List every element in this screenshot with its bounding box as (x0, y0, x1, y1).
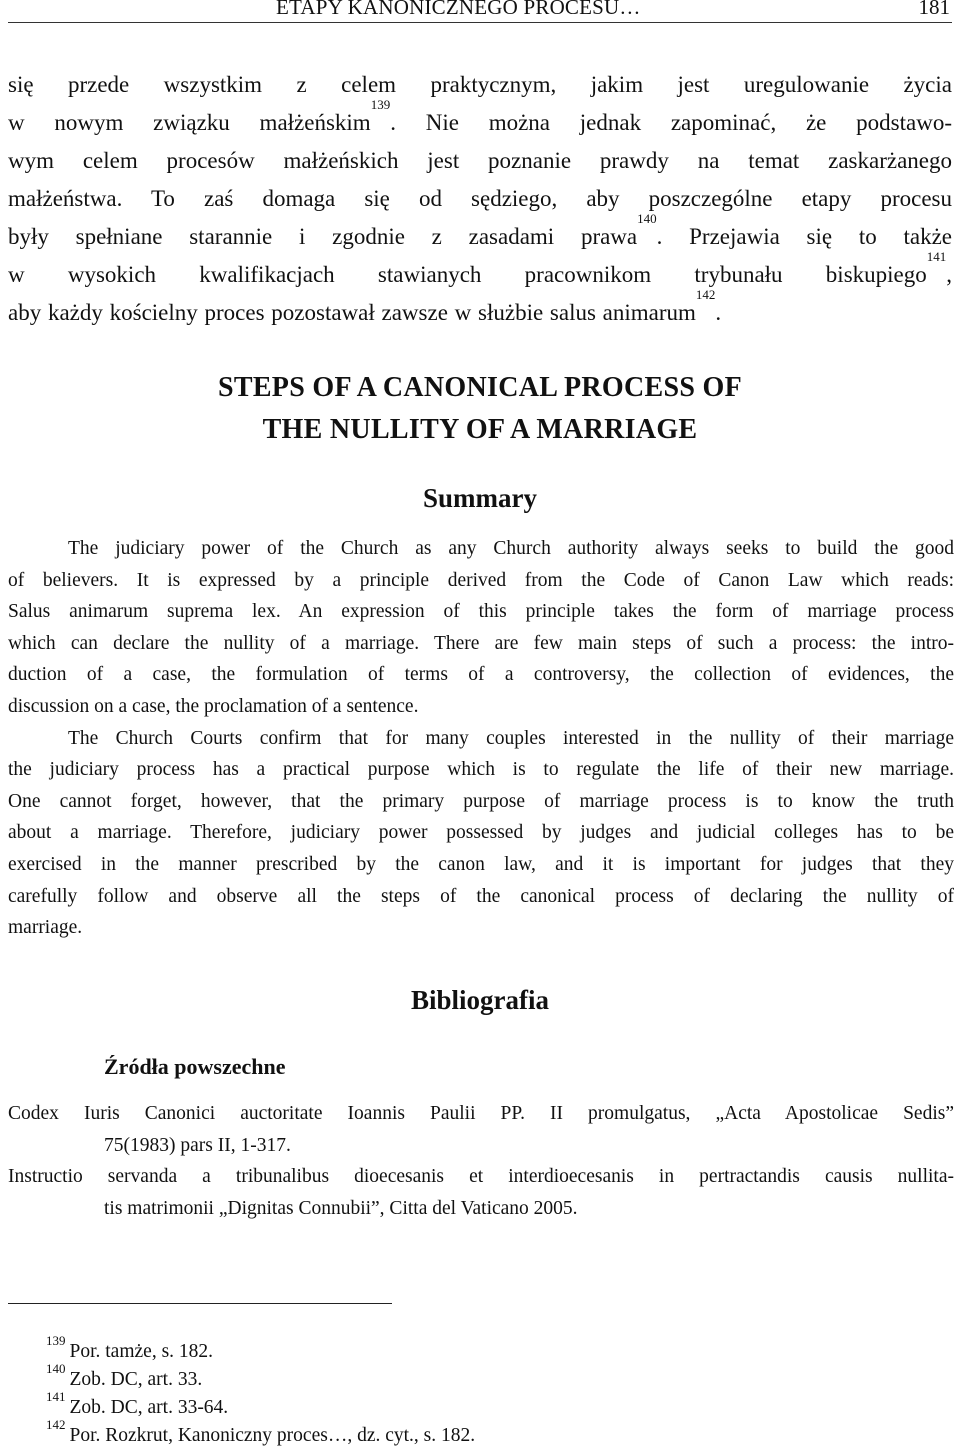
summary-line: marriage. (8, 917, 83, 939)
footnote-text: Zob. DC, art. 33. (69, 1369, 203, 1390)
summary-body (8, 533, 954, 944)
body-line (8, 142, 952, 180)
footnote (46, 1417, 476, 1450)
footnote-number: 140 (46, 1361, 66, 1376)
footnotes (46, 1333, 476, 1450)
running-header-title: ETAPY KANONICZNEGO PROCESU… (276, 0, 641, 19)
running-header (8, 0, 952, 23)
footnote (46, 1333, 475, 1366)
body-line (8, 97, 952, 142)
footnote-text: Por. tamże, s. 182. (69, 1341, 214, 1362)
summary-line: about a marriage. Therefore, judiciary power possessed by judges and judicial colleges has to be (8, 822, 954, 844)
bibliography-entries (8, 1098, 954, 1224)
summary-line: Salus animarum suprema lex. An expression of this principle takes the form of marriage process (8, 601, 954, 623)
footnote-reference: 140 (637, 211, 657, 226)
summary-line: which can declare the nullity of a marriage. There are few main steps of such a process: the intro- (8, 632, 954, 654)
body-text: się przede wszystkim z celem praktycznym, jakim jest uregulowanie życia (8, 72, 952, 97)
bibliography-entry-first-line: Codex Iuris Canonici auctoritate Ioannis Paulii PP. II promulgatus, „Acta Apostolicae Sedis” (8, 1103, 954, 1124)
summary-line: the judiciary process has a practical purpose which is to regulate the life of their new marriage. (8, 759, 954, 781)
summary-line: duction of a case, the formulation of terms of a controversy, the collection of evidences, the (8, 664, 954, 686)
body-line (8, 180, 952, 218)
summary-line: The Church Courts confirm that for many couples interested in the nullity of their marriage (68, 727, 954, 749)
body-text: . Nie można jednak zapominać, że podstawo- (390, 110, 952, 135)
footnote-number: 142 (46, 1417, 66, 1432)
bibliography-subheading: Źródła powszechne (104, 1054, 286, 1079)
article-title-line-1: STEPS OF A CANONICAL PROCESS OF (217, 372, 743, 403)
body-text: aby każdy kościelny proces pozostawał zawsze w służbie salus animarum (8, 300, 696, 325)
body-text: . (715, 300, 722, 325)
footnote (46, 1361, 475, 1394)
footnote (46, 1389, 475, 1422)
summary-line: discussion on a case, the proclamation of a sentence. (8, 695, 419, 717)
body-text: , (946, 262, 952, 287)
body-text: w wysokich kwalifikacjach stawianych pracownikom trybunału biskupiego (8, 262, 927, 287)
body-line (8, 287, 952, 332)
body-text: wym celem procesów małżeńskich jest poznanie prawdy na temat zaskarżanego (8, 148, 952, 173)
footnote-divider (8, 1303, 392, 1304)
bibliography-entry-first-line: Instructio servanda a tribunalibus dioecesanis et interdioecesanis in pertractandis causis nullita- (8, 1166, 954, 1188)
body-text: . Przejawia się to także (656, 224, 952, 249)
article-title-line-2: THE NULLITY OF A MARRIAGE (262, 414, 698, 445)
bibliography-entry-continuation: 75(1983) pars II, 1-317. (104, 1134, 291, 1156)
body-text: były spełniane starannie i zgodnie z zasadami prawa (8, 224, 638, 249)
summary-line: One cannot forget, however, that the primary purpose of marriage process is to know the truth (8, 790, 954, 812)
footnote-number: 139 (46, 1333, 66, 1348)
body-line (8, 66, 952, 104)
summary-line: The judiciary power of the Church as any Church authority always seeks to build the good (68, 538, 954, 559)
footnote-text: Por. Rozkrut, Kanoniczny proces…, dz. cyt., s. 182. (69, 1425, 476, 1446)
polish-body-text (8, 66, 952, 332)
bibliography-heading: Bibliografia (410, 985, 549, 1015)
article-title (0, 367, 960, 451)
summary-line: of believers. It is expressed by a principle derived from the Code of Canon Law which reads: (8, 569, 954, 591)
body-text: w nowym związku małżeńskim (8, 110, 371, 135)
summary-heading: Summary (423, 483, 537, 513)
body-text: małżeństwa. To zaś domaga się od sędziego, aby poszczególne etapy procesu (8, 186, 952, 211)
summary-line: exercised in the manner prescribed by the canon law, and it is important for judges that they (8, 853, 954, 875)
footnote-reference: 141 (926, 249, 947, 264)
footnote-text: Zob. DC, art. 33-64. (69, 1397, 229, 1418)
footnote-number: 141 (46, 1389, 66, 1404)
body-line (8, 249, 952, 294)
body-line (8, 211, 952, 256)
footnote-reference: 139 (370, 97, 391, 112)
bibliography-entry-continuation: tis matrimonii „Dignitas Connubii”, Citta del Vaticano 2005. (104, 1197, 578, 1219)
footnote-reference: 142 (695, 287, 716, 302)
page-number: 181 (918, 0, 950, 19)
summary-line: carefully follow and observe all the steps of the canonical process of declaring the nullity of (8, 885, 954, 907)
